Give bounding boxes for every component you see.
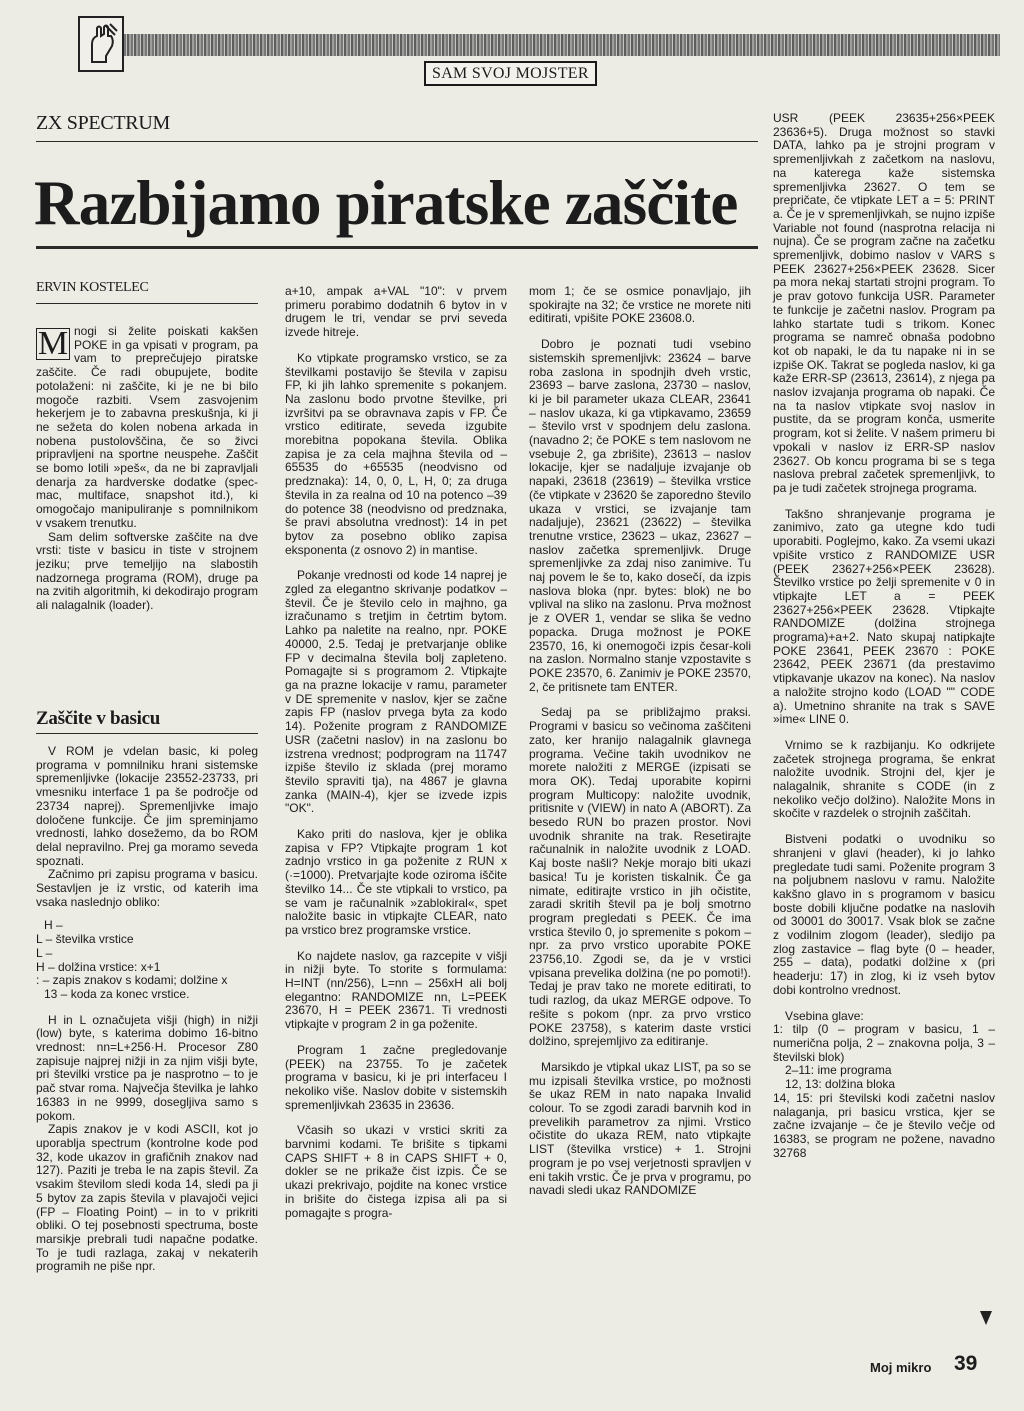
paragraph: Sam delim softverske zaščite na dve vrsti: tiste v basicu in tiste v strojnem jeziku; prve temeljijo na slabostih nadzornega programa (ROM), druge pa na zvitih algoritmih, ki dekodirajo program ali nalagalnik (loader). [36,529,258,613]
byline: ERVIN KOSTELEC [36,280,149,295]
paragraph: 1: tilp (0 – program v basicu, 1 – numerična polja, 2 – znakovna polja, 3 – številski blok) [773,1022,995,1064]
kicker-rule [36,141,758,142]
paragraph: Marsikdo je vtipkal ukaz LIST, pa so se mu izpisali številka vrstice, po možnosti še ukaz REM in nato napaka Invalid colour. To se zgodi zaradi barvnih kod in prevelikih parametrov za njimi. Vrstico očistite do ukaza REM, nato vtipkajte LIST (številka vrstice) + 1. Strojni program je po vsej verjetnosti spravljen v eni takih vrstic. Če je prva v programu, po navadi sledi ukaz RANDOMIZE [529,1059,751,1198]
paragraph: Takšno shranjevanje programa je zanimivo, zato ga utegne kdo tudi uporabiti. Poglejmo, kako. Za vsemi ukazi vpišite vrstico z RANDOMIZE USR (PEEK 23627+256×PEEK 23628). Številko vrstice po želji spremenite v 0 in vtipkajte LET a = PEEK 23627+256×PEEK 23628. Vtipkajte RANDOMIZE (dolžina strojnega programa)+a+2. Nato skupaj natipkajte POKE 23641, PEEK 23670 : POKE 23642, PEEK 23671 (da prestavimo vtipkavanje ukazov na konec). Na naslov a naložite strojno kodo (LOAD "" CODE a). Umetnino shranite na trak s SAVE »ime« LINE 0. [773,506,995,727]
paragraph: Dobro je poznati tudi vsebino sistemskih spremenljivk: 23624 – barve roba zaslona in spodnjih dveh vrstic, 23693 – barve zaslona, 23730 – naslov, ki je bil parameter ukaza CLEAR, 23641 – naslov ukaza, ki ga vtipkavamo, 23659 – število vrst v spodnjem delu zaslona. (navadno 2; če POKE s tem naslovom ne vsebuje 2, ga zbrišite), 23613 – naslov lokacije, kjer se nadaljuje izvajanje ob napaki, 23618 (23619) – številka vrstice (če vtipkate v 23620 še zaporedno število ukaza v vrstici, se izvajanje tam nadaljuje), 23621 (23622) – številka trenutne vrstice, 23623 – ukaz, 23627 – naslov začetka spremenljivk. Druge spremenljivke za zdaj niso zanimive. Tu naj povem le še to, kako dosečí, da izpis naslova bloka (npr. bytes: blok) ne bo vplival na sliko na zaslonu. Prva možnost je z OVER 1, vendar se slika še vedno popacka. Druga možnost je POKE 23570, 16, ki onemogoči izpis česar-koli na zaslon. Normalno stanje vzpostavite s POKE 23570, 6. Zanimiv je POKE 23570, 2, če pritisnete tam ENTER. [529,337,751,694]
list-item: H – dolžina vrstice: x+1 [36,959,161,974]
footer-magazine-name: Moj mikro [870,1360,932,1375]
drop-cap: M [37,325,69,362]
column-3 [529,285,751,1198]
list-item: H – [44,918,63,933]
list-item: L – [36,945,53,960]
paragraph: Vrnimo se k razbijanju. Ko odkrijete začetek strojnega programa, še enkrat naložite uvodnik. Strojni del, kjer je nalagalnik, shranite s CODE (in z nekoliko večjo dolžino). Naložite Mons in skočite v razdelek o strojnih zaščitah. [773,737,995,821]
column-1-body [36,745,258,1274]
page-number: 39 [954,1352,978,1375]
line-format-list [36,919,258,1001]
paragraph: Program 1 začne pregledovanje (PEEK) na 23755. To je začetek programa v basicu, ki je pri interfaceu I nekoliko više. Naslov dobite v sistemskih spremenljivkah 23635 in 23636. [285,1042,507,1112]
hand-wrench-icon [84,22,118,66]
paragraph: 2–11: ime programa [785,1063,892,1078]
column-4 [773,112,995,1160]
paragraph: V ROM je vdelan basic, ki poleg programa v pomnilniku hrani sistemske spremenljivke (lokacije 23552-23733, pri vmesniku interface 1 pa še področje od 23734 naprej). Spremenljivke imajo določene funkcije. Če jim spreminjamo vrednosti, lahko dosežemo, da bo ROM delal nepravilno. Prej ga moramo seveda spoznati. [36,744,258,868]
section-heading: Zaščite v basicu [36,708,160,729]
section-logo [78,16,124,72]
paragraph: Vsebina glave: [785,1008,864,1023]
paragraph: Pokanje vrednosti od kode 14 naprej je zgled za elegantno skrivanje podatkov – števil. Če je število celo in majhno, ga izračunamo s tretjim in četrtim bytom. Lahko pa naletite na realno, npr. POKE 40000, 2.5. Tedaj je pretvarjanje oblike FP v decimalna števila bolj zapleteno. Pomagajte si s programom 2. Vtipkajte ga na prazne lokacije v ramu, parameter v DE spremenite v naslov, kjer se začne zapis FP (naslov prvega byta za kodo 14). Poženite program z RANDOMIZE USR (začetni naslov) in na zaslonu bo izstrena vrednost; podprogram na 11747 izpiše število iz sklada (prej moramo število spraviti tja), na 4867 je glavna zanka (MAIN-4), kjer se izvede izpis "OK". [285,568,507,816]
column-2 [285,285,507,1220]
section-tag: SAM SVOJ MOJSTER [424,61,597,86]
paragraph: USR (PEEK 23635+256×PEEK 23636+5). Druga možnost so stavki DATA, lahko pa je strojni program v spremenljivkah z začetkom na naslovu, na katerega kaže sistemska spremenljivka 23627. O tem se prepričate, če vtipkate LET a = 5: PRINT a. Če je v spremenljivkah, se nujno izpiše Variable not found (nasprotna relacija ni nujna). Če se program začne na začetku spremenljivk, dobimo naslov v VARS s PEEK 23627+256×PEEK 23628. Sicer pa mora nekaj startati strojni program. To je prav gotovo funkcija USR. Parameter te funkcije je začetni naslov. Program pa lahko startate tudi s trikom. Konec programa se namreč obnaša podobno kot ob napaki, le da tu napake ni in se izpiše OK. Takrat se pogleda naslov, ki ga kaže ERR-SP (23613, 23614), z njega pa naslov izvajanja programa ob napaki. Če na ta naslov vtipkate svoj naslov in pustite, da se program konča, usmerite program, kot si želite. V našem primeru bi vpokali v naslov iz ERR-SP naslov 23627. Ob koncu programa bi se s tega naslova prebral začetek spremenljivk, to pa je tudi začetek strojnega programa. [773,111,995,495]
paragraph: H in L označujeta višji (high) in nižji (low) byte, s katerima dobimo 16-bitno vrednost: nn=L+256·H. Procesor Z80 zapisuje najprej nižji in za njim višji byte, pri številki vrstice pa je nasprotno – to je pač stvar roma. Največja številka je lahko 16383 in ne 9999, dosegljiva samo s pokom. [36,1012,258,1123]
paragraph: Zapis znakov je v kodi ASCII, kot jo uporablja spectrum (kontrolne kode pod 32, kode ukazov in grafičnih znakov nad 127). Paziti je treba le na zapis števil. Za vsakim številom sledi koda 14, sledi pa ji 5 bytov za zapis števila v plavajoči vejici (FP – Floating Point) – in to v prikriti obliki. O tej posebnosti spectruma, boste marsikje prebrali tudi napačne podatke. To je tudi razlaga, zakaj v nekaterih programih ne piše npr. [36,1122,258,1274]
paragraph: mom 1; če se osmice ponavljajo, jih spokirajte na 32; če vrstice ne morete niti editirati, vpišite POKE 23608.0. [529,284,751,326]
paragraph: 12, 13: dolžina bloka [785,1077,896,1092]
title-rule [36,246,758,249]
byline-rule [36,303,258,304]
list-item: L – številka vrstice [36,932,134,947]
paragraph: Sedaj pa se približajmo praksi. Programi v basicu so večinoma zaščiteni zato, ker hranijo nalagalnik glavnega programa. Večine takih uvodnikov ne morete naložiti z MERGE (izpisati se mora OK). Tedaj uporabite kopirni program Multicopy: naložite uvodnik, pritisnite v (VIEW) in nato A (ABORT). Za besedo RUN bo prazen prostor. Novi uvodnik shranite na trak. Resetirajte računalnik in naložite uvodnik z LOAD. Kaj boste našli? Nekje morajo biti ukazi basica! Tu je koristen tiskalnik. Če ga nimate, editirajte vrstico in jih očistite, zaradi skritih števil pa je bolj smotrno program pregledati s PEEK. Če ima vrstica število 0, jo spremenite s pokom – npr. za prvo vrstico uporabite POKE 23756,10. Zgodi se, da je v vrstici vpisana prevelika dolžina (ne po pomoti!). Tedaj je prav tako ne morete editirati, to tudi razlog, da ukaz MERGE odpove. To rešite s pokom (npr. za prvo vrstico POKE 23758), s katerim daste vrstici dolžino, sprejemljivo za editiranje. [529,705,751,1049]
paragraph: Začnimo pri zapisu programa v basicu. Sestavljen je iz vrstic, od katerih ima vsaka naslednjo obliko: [36,867,258,909]
paragraph: Ko najdete naslov, ga razcepite v višji in nižji byte. To storite s formulama: H=INT (nn/256), L=nn – 256xH ali bolj elegantno: RANDOMIZE nn, L=PEEK 23670, H = PEEK 23671. Ti vrednosti vtipkajte v program 2 in ga poženite. [285,948,507,1032]
paragraph: nogi si želite poiskati kakšen POKE in ga vpisati v program, pa vam to preprečujejo piratske zaščite. Če radi obupujete, bodite potolaženi: ni zaščite, ki je ne bi bilo mogoče razbiti. Vsem zasvojenim hekerjem je to zabavna preskušnja, ki ji ne sežeta do kolen nobena arkada in nobena pustolovščina, če so živci pripravljeni na sportne neuspehe. Zaščit se bomo lotili »peš«, da ne bi zapravljali denarja za hardverske dodatke (spec-mac, multiface, snapshot itd.), ki omogočajo manipuliranje s pomnilnikom v vsakem trenutku. [36,324,258,530]
paragraph: Kako priti do naslova, kjer je oblika zapisa v FP? Vtipkajte program 1 kot zadnjo vrstico in ga poženite z RUN x (·=1000). Pretvarjajte kode oziroma iščite številko 14... Če ste vtipkali to vrstico, pa se vam je računalnik »zablokiral«, spet naložite basic in vtipkajte CLEAR, nato pa vrstico brez programske vrstice. [285,827,507,937]
list-item: 13 – koda za konec vrstice. [44,986,190,1001]
article-end-marker-icon [980,1311,992,1325]
paragraph: 14, 15: pri številski kodi začetni naslov nalaganja, pri basicu vrstica, kjer se začne izvajanje – če je število večje od 16383, se program ne požene, navadno 32768 [773,1090,995,1160]
subhead-rule [36,733,258,734]
paragraph: Včasih so ukazi v vrstici skriti za barvnimi kodami. Te brišite s tipkami CAPS SHIFT + 8 in CAPS SHIFT + 0, dokler se ne prikaže čist izpis. Če se ukazi prekrivajo, pojdite na konec vrstice in brišite do čistega izpisa ali pa si pomagajte s progra- [285,1123,507,1220]
paragraph: a+10, ampak a+VAL "10": v prvem primeru porabimo dodatnih 6 bytov in v drugem le tri, vendar se prvi seveda izvede hitreje. [285,284,507,340]
column-1-intro [36,325,258,613]
paragraph: Bistveni podatki o uvodniku so shranjeni v glavi (header), ki jo lahko pregledate tudi sami. Poženite program 3 na poljubnem naslovu v ramu. Naložite kakšno glavo in s programom v basicu boste dobili ključne podatke na naslovih od 30001 do 30017. Vsak blok se začne z vodilnim zlogom (leader), sledijo pa zlog zastavice – flag byte (0 – header, 255 – data), podatki dolžine x (pri headerju: 17) in zlog, ki iz vseh bytov dobi kontrolno vrednost. [773,832,995,997]
header-pattern-bar [120,34,1000,56]
kicker: ZX SPECTRUM [36,112,170,134]
paragraph: Ko vtipkate programsko vrstico, se za številkami postavijo še števila v zapisu FP, ki jih lahko spremenite s pokanjem. Na zaslonu bodo prvotne številke, pri izvršitvi pa se obravnava zapis v FP. Če vrstico editirate, seveda izgubite morebitna popokana števila. Oblika zapisa je za cela majhna števila od –65535 do +65535 (neodvisno od predznaka): 14, 0, 0, L, H, 0; za druga števila in za realna od 10 na potenco –39 do potence 38 (neodvisno od predznaka, še pravi absolutna vrednost): 14 in pet bytov za posebno obliko zapisa eksponenta (z osnovo 2) in mantise. [285,350,507,557]
list-item: : – zapis znakov s kodami; dolžine x [36,973,228,988]
article-title: Razbijamo piratske zaščite [34,168,738,238]
